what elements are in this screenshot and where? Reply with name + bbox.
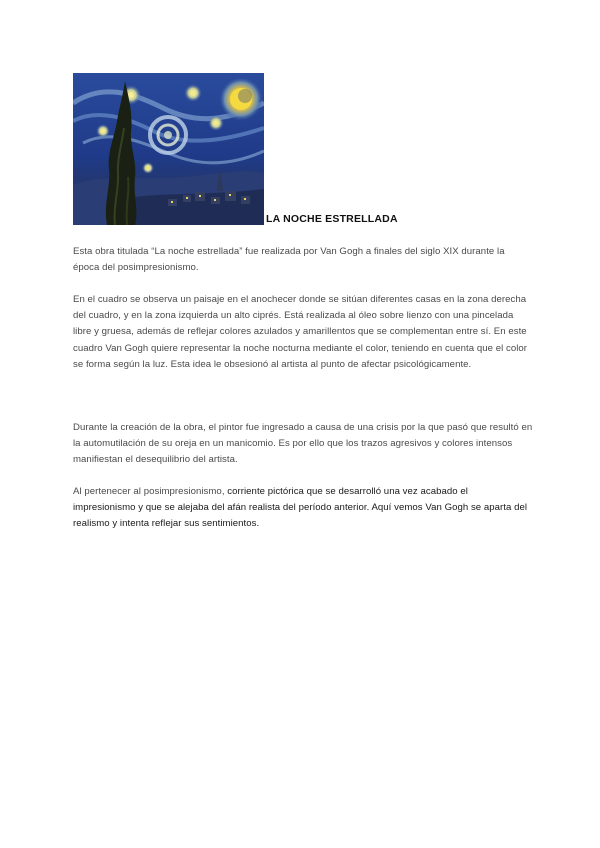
conclusion-intro: Al pertenecer al posimpresionismo, [73,486,228,497]
document-title: LA NOCHE ESTRELLADA [266,213,398,225]
starry-night-painting [73,73,264,225]
paragraph-intro: Esta obra titulada “La noche estrellada” fue realizada por Van Gogh a finales del siglo XIX durante la época del posimpresionismo. [73,246,505,274]
paragraph-description: En el cuadro se observa un paisaje en el anochecer donde se sitúan diferentes casas en la zona derecha del cuadro, y en la zona izquierda un alto ciprés. Está realizada al óleo sobre lienzo con una pincelada libre y gruesa, además de reflejar colores azulados y amarillentos que se complementan entre sí. En este cuadro Van Gogh quiere representar la noche nocturna mediante el color, teniendo en cuenta que el color se forma según la luz. Esta idea le obsesionó al artista al punto de afectar psicológicamente. [73,294,528,370]
header-row [73,73,533,227]
conclusion-rest: corriente pictórica que se desarrolló una vez acabado el impresionismo y que se alejaba del afán realista del período anterior. Aquí vemos Van Gogh se aparta del realismo y intenta reflejar sus sentimientos. [73,486,528,530]
paragraph-conclusion [73,484,533,533]
paragraph-context: Durante la creación de la obra, el pintor fue ingresado a causa de una crisis por la que pasó que resultó en la automutilación de su oreja en un manicomio. Es por ello que los trazos agresivos y colores intensos manifiestan el desequilibrio del artista. [73,422,533,466]
